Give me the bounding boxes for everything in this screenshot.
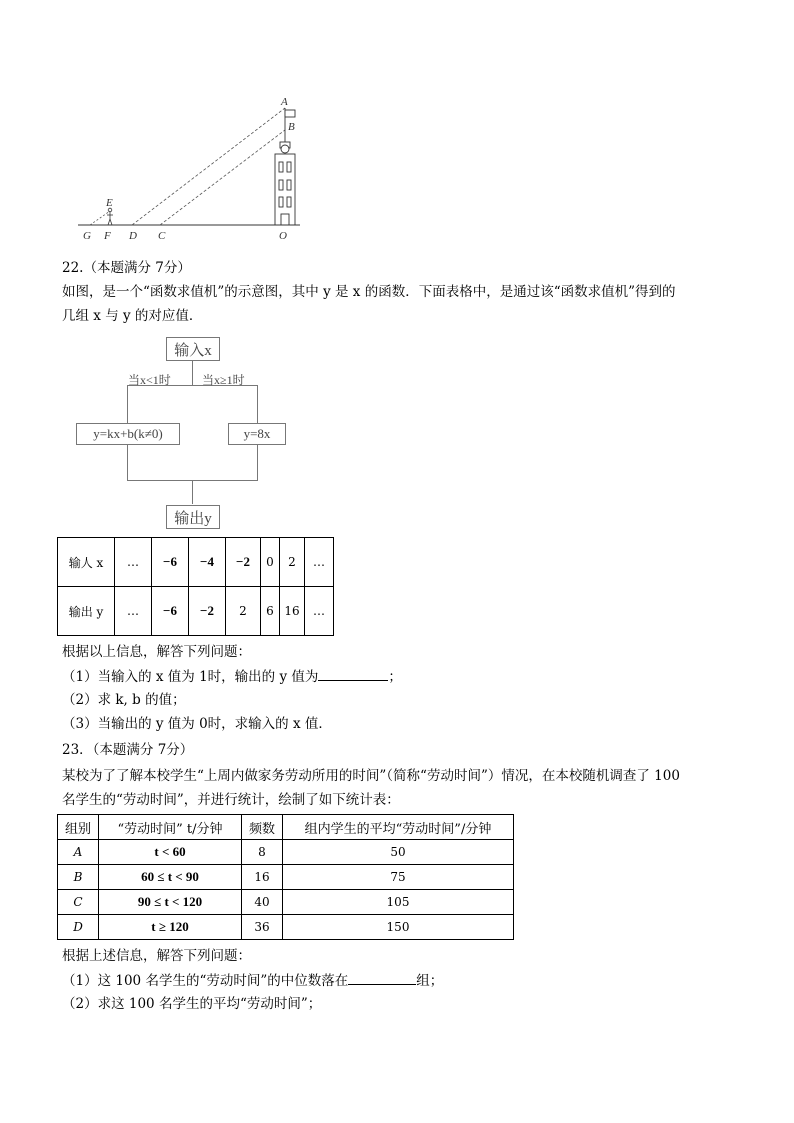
q23-intro-line2: 名学生的“劳动时间”，并进行统计，绘制了如下统计表：: [62, 792, 400, 808]
q22-sub1-text: （1）当输入的 x 值为 1时，输出的 y 值为: [62, 669, 319, 685]
q22-sub1-suffix: ；: [388, 669, 402, 685]
q23-heading: 23．（本题满分 7分）: [62, 742, 194, 758]
table-cell: 16: [242, 865, 283, 890]
q23-sub1-text: （1）这 100 名学生的“劳动时间”的中位数落在: [62, 973, 349, 989]
q23-sub1: [62, 970, 443, 991]
table-cell: A: [58, 840, 99, 865]
table-cell: −2: [226, 538, 261, 587]
label-O: O: [279, 230, 287, 242]
q22-prompt: 根据以上信息，解答下列问题：: [62, 644, 251, 660]
q22-sub3: （3）当输出的 y 值为 0时，求输入的 x 值．: [62, 716, 332, 732]
label-F: F: [104, 230, 111, 242]
table-cell: 输人 x: [58, 538, 115, 587]
table-cell: 50: [283, 840, 514, 865]
label-B: B: [288, 121, 295, 133]
table-cell: 90 ≤ t < 120: [99, 890, 242, 915]
table-cell: …: [115, 587, 152, 636]
table-cell: 150: [283, 915, 514, 940]
table-row: [58, 587, 334, 636]
table-header: 组别: [58, 815, 99, 840]
q22-intro-line1: 如图，是一个“函数求值机”的示意图，其中 y 是 x 的函数．下面表格中，是通过该“函数求值机”得到的: [62, 284, 676, 300]
label-D: D: [129, 230, 137, 242]
flow-left-box: y=kx+b(k≠0): [76, 423, 180, 445]
table-cell: 60 ≤ t < 90: [99, 865, 242, 890]
table-cell: −4: [189, 538, 226, 587]
answer-blank[interactable]: [348, 970, 416, 985]
table-cell: B: [58, 865, 99, 890]
label-A: A: [281, 96, 288, 108]
q22-sub1: [62, 666, 402, 687]
table-header: 组内学生的平均“劳动时间”/分钟: [283, 815, 514, 840]
q23-intro-line1: 某校为了了解本校学生“上周内做家务劳动所用的时间”（简称“劳动时间”）情况，在本校随机调查了 100: [62, 768, 680, 784]
table-row: [58, 865, 514, 890]
q22-sub2: （2）求 k, b 的值；: [62, 692, 186, 708]
labor-time-table: [57, 814, 514, 940]
dashed-line-GE: [90, 211, 110, 225]
q22-intro-line2: 几组 x 与 y 的对应值．: [62, 308, 203, 324]
label-E: E: [106, 197, 113, 209]
q23-sub1-suffix: 组；: [416, 973, 444, 989]
flow-right-box: y=8x: [228, 423, 286, 445]
table-cell: 105: [283, 890, 514, 915]
answer-blank[interactable]: [318, 666, 388, 681]
xy-table: [57, 537, 334, 636]
q23-prompt: 根据上述信息，解答下列问题：: [62, 948, 251, 964]
person-icon: [107, 208, 113, 225]
table-cell: 8: [242, 840, 283, 865]
table-cell: 16: [280, 587, 305, 636]
flow-cond-right: 当x≥1时: [202, 373, 245, 387]
table-cell: …: [305, 538, 334, 587]
table-cell: 输出 y: [58, 587, 115, 636]
flow-output-box: 输出y: [166, 505, 220, 529]
q22-heading: 22.（本题满分 7分）: [62, 260, 191, 276]
dashed-line-DA: [132, 108, 285, 225]
table-row: [58, 840, 514, 865]
table-header-row: [58, 815, 514, 840]
table-cell: −6: [152, 538, 189, 587]
table-cell: C: [58, 890, 99, 915]
table-cell: …: [115, 538, 152, 587]
geometry-figure: [70, 94, 310, 246]
flow-input-box: 输入x: [166, 337, 220, 361]
table-cell: 0: [261, 538, 280, 587]
label-G: G: [83, 230, 91, 242]
table-cell: …: [305, 587, 334, 636]
table-row: [58, 890, 514, 915]
table-row: [58, 538, 334, 587]
table-cell: 36: [242, 915, 283, 940]
table-cell: t < 60: [99, 840, 242, 865]
table-cell: 2: [280, 538, 305, 587]
table-cell: 40: [242, 890, 283, 915]
table-cell: −6: [152, 587, 189, 636]
table-cell: D: [58, 915, 99, 940]
table-header: 频数: [242, 815, 283, 840]
flowchart: [70, 333, 300, 531]
table-cell: 2: [226, 587, 261, 636]
table-header: “劳动时间” t/分钟: [99, 815, 242, 840]
label-C: C: [158, 230, 166, 242]
q23-sub2: （2）求这 100 名学生的平均“劳动时间”；: [62, 996, 322, 1012]
table-cell: 6: [261, 587, 280, 636]
table-cell: −2: [189, 587, 226, 636]
table-cell: t ≥ 120: [99, 915, 242, 940]
table-row: [58, 915, 514, 940]
table-cell: 75: [283, 865, 514, 890]
dashed-line-CB: [160, 130, 285, 225]
flow-cond-left: 当x<1时: [128, 373, 171, 387]
